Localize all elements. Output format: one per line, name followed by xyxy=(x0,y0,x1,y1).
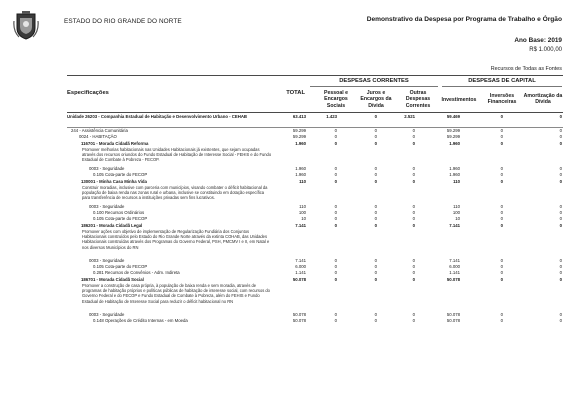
cell-total: 6.000 xyxy=(295,264,306,269)
cell-pessoal: 0 xyxy=(334,166,337,171)
cell-invest: 6.000 xyxy=(449,264,460,269)
cell-invest: 7.141 xyxy=(449,223,460,228)
group-rule-capital xyxy=(442,86,562,87)
cell-inversoes: 0 xyxy=(500,210,503,215)
table-row xyxy=(67,312,563,318)
group-rule-correntes xyxy=(310,86,438,87)
cell-juros: 0 xyxy=(374,179,377,184)
cell-total: 1.141 xyxy=(295,270,306,275)
cell-juros: 0 xyxy=(374,114,377,119)
cell-invest: 50.078 xyxy=(446,318,460,323)
cell-outras: 0 xyxy=(412,210,415,215)
cell-total: 7.141 xyxy=(295,258,306,263)
cell-outras: 0 xyxy=(412,258,415,263)
table-row xyxy=(67,141,563,147)
cell-amort: 0 xyxy=(559,270,562,275)
row-label: 0.148 Operações de Crédito Internas - em Moeda xyxy=(93,318,188,323)
cell-juros: 0 xyxy=(374,270,377,275)
cell-pessoal: 0 xyxy=(334,318,337,323)
report-title: Demonstrativo da Despesa por Programa de Trabalho e Órgão xyxy=(366,16,562,23)
cell-outras: 0 xyxy=(412,277,415,282)
cell-pessoal: 0 xyxy=(334,141,337,146)
table-row xyxy=(67,223,563,229)
action-description: Promover a construção de casa própria, à população de baixa renda e sem moradia, através de programas de habitação próprios e políticas públicas de habitação de interesse social, com recursos do Governo Federal e do FECOP e Fundo Estadual de Combate à Pobreza, além do FEHIS e Fundo Estadual de Habitação de Interesse Social para reduzir o déficit habitacional no RN xyxy=(82,283,270,304)
cell-outras: 0 xyxy=(412,264,415,269)
cell-total: 1.960 xyxy=(295,141,306,146)
cell-total: 63.413 xyxy=(292,114,306,119)
cell-invest: 100 xyxy=(452,210,460,215)
cell-inversoes: 0 xyxy=(500,216,503,221)
cell-outras: 0 xyxy=(412,318,415,323)
cell-amort: 0 xyxy=(559,166,562,171)
cell-juros: 0 xyxy=(374,166,377,171)
cell-inversoes: 0 xyxy=(500,312,503,317)
cell-amort: 0 xyxy=(559,223,562,228)
cell-juros: 0 xyxy=(374,258,377,263)
cell-total: 59.299 xyxy=(292,134,306,139)
column-header-pessoal: Pessoal e Encargos Sociais xyxy=(324,90,348,109)
row-label: 130001 - Minha Casa Minha Vida xyxy=(81,179,147,184)
cell-invest: 59.299 xyxy=(446,134,460,139)
cell-total: 7.141 xyxy=(295,223,306,228)
cell-pessoal: 0 xyxy=(334,210,337,215)
cell-pessoal: 0 xyxy=(334,179,337,184)
row-label: 0.105 Cota-parte do FECOP xyxy=(93,264,148,269)
cell-pessoal: 0 xyxy=(334,204,337,209)
row-label: 0.105 Cota-parte do FECOP xyxy=(93,216,148,221)
cell-juros: 0 xyxy=(374,210,377,215)
table-row xyxy=(67,128,563,134)
cell-amort: 0 xyxy=(559,277,562,282)
cell-total: 110 xyxy=(299,204,306,209)
column-header-inversoes: Inversões Financeiras xyxy=(487,93,517,106)
cell-inversoes: 0 xyxy=(500,166,503,171)
unit-of-measure: R$ 1.000,00 xyxy=(529,47,562,53)
table-row xyxy=(67,166,563,172)
cell-juros: 0 xyxy=(374,204,377,209)
cell-invest: 50.078 xyxy=(446,312,460,317)
cell-invest: 59.299 xyxy=(446,128,460,133)
cell-pessoal: 0 xyxy=(334,270,337,275)
header-bottom-rule xyxy=(67,112,563,113)
table-row-unidade xyxy=(67,114,563,120)
ano-base: Ano Base: 2019 xyxy=(514,37,562,44)
column-header-investimentos: Investimentos xyxy=(441,97,477,103)
cell-juros: 0 xyxy=(374,318,377,323)
cell-total: 110 xyxy=(299,179,306,184)
cell-outras: 0 xyxy=(412,141,415,146)
cell-inversoes: 0 xyxy=(500,258,503,263)
cell-inversoes: 0 xyxy=(500,172,503,177)
cell-outras: 0 xyxy=(412,204,415,209)
action-description: Promover ações com objetivo de implementação de Regularização Fundiária dos Conjuntos Habitacionais construídos pelo Estado do Rio Grande Norte através da extinta COHAB, das Unidades Habitacionais construídas através dos Programas do Governo Federal, PSH, PMCMV I e II, em Natal e nos diversos Municípios do RN xyxy=(82,229,270,250)
group-header-correntes: DESPESAS CORRENTES xyxy=(339,78,409,84)
cell-invest: 110 xyxy=(453,179,460,184)
cell-inversoes: 0 xyxy=(500,223,503,228)
table-row xyxy=(67,277,563,283)
cell-invest: 110 xyxy=(453,204,460,209)
cell-outras: 0 xyxy=(412,312,415,317)
row-label: 0003 - Seguridade xyxy=(89,258,125,263)
cell-inversoes: 0 xyxy=(500,204,503,209)
cell-invest: 1.141 xyxy=(449,270,460,275)
table-row xyxy=(67,210,563,216)
table-row xyxy=(67,270,563,276)
funding-sources-note: Recursos de Todas as Fontes xyxy=(490,66,562,72)
column-header-total: TOTAL xyxy=(286,90,305,96)
cell-outras: 0 xyxy=(412,166,415,171)
cell-pessoal: 0 xyxy=(334,216,337,221)
row-label: 0.105 Cota-parte do FECOP xyxy=(93,172,148,177)
column-header-amortizacao: Amortização da Dívida xyxy=(523,93,563,106)
row-label: 116701 - Morada Cidadã Reforma xyxy=(81,141,149,146)
cell-pessoal: 1.423 xyxy=(326,114,337,119)
cell-juros: 0 xyxy=(374,141,377,146)
cell-inversoes: 0 xyxy=(500,277,503,282)
cell-pessoal: 0 xyxy=(334,172,337,177)
cell-total: 50.078 xyxy=(292,312,306,317)
cell-pessoal: 0 xyxy=(334,277,337,282)
cell-invest: 59.469 xyxy=(446,114,460,119)
cell-pessoal: 0 xyxy=(334,134,337,139)
cell-inversoes: 0 xyxy=(500,141,503,146)
table-row xyxy=(67,204,563,210)
cell-pessoal: 0 xyxy=(334,312,337,317)
cell-outras: 0 xyxy=(412,128,415,133)
column-header-juros: Juros e Encargos da Dívida xyxy=(360,90,392,109)
cell-inversoes: 0 xyxy=(500,318,503,323)
cell-invest: 1.960 xyxy=(449,172,460,177)
cell-juros: 0 xyxy=(374,134,377,139)
row-label: 0003 - Seguridade xyxy=(89,204,125,209)
row-label: 186701 - Morada Cidadã Social xyxy=(81,277,144,282)
cell-amort: 0 xyxy=(559,172,562,177)
cell-outras: 0 xyxy=(412,134,415,139)
cell-total: 50.078 xyxy=(292,318,306,323)
cell-amort: 0 xyxy=(559,204,562,209)
group-header-capital: DESPESAS DE CAPITAL xyxy=(468,78,536,84)
cell-juros: 0 xyxy=(374,312,377,317)
table-row xyxy=(67,216,563,222)
cell-invest: 10 xyxy=(455,216,460,221)
table-row xyxy=(67,258,563,264)
cell-inversoes: 0 xyxy=(500,134,503,139)
cell-amort: 0 xyxy=(559,216,562,221)
action-description: Promover melhorias habitacionais nas Unidades Habitacionais já existentes, que sejam ocupadas através dos recursos oriundos do Fundo Estadual de Habitação de Interesse Social - FEHIS e do Fundo Estadual de Combate à Pobreza - FECOP. xyxy=(82,147,272,163)
cell-total: 59.299 xyxy=(292,128,306,133)
cell-juros: 0 xyxy=(374,216,377,221)
cell-juros: 0 xyxy=(374,223,377,228)
cell-juros: 0 xyxy=(374,277,377,282)
table-row xyxy=(67,264,563,270)
cell-amort: 0 xyxy=(559,141,562,146)
action-description: Construir moradias, inclusive com parceria com municípios, visando combater o déficit habitacional da população de baixa renda nas zonas rural e urbana, inclusive se constituindo em dotação específica para transferência de recursos a instituições privadas sem fins lucrativos. xyxy=(82,185,268,201)
row-label: 0003 - Seguridade xyxy=(89,312,125,317)
cell-outras: 0 xyxy=(412,223,415,228)
cell-invest: 1.960 xyxy=(449,166,460,171)
cell-amort: 0 xyxy=(559,128,562,133)
cell-total: 1.960 xyxy=(295,172,306,177)
state-name: ESTADO DO RIO GRANDE DO NORTE xyxy=(64,18,182,25)
cell-outras: 2.521 xyxy=(404,114,415,119)
cell-pessoal: 0 xyxy=(334,258,337,263)
cell-outras: 0 xyxy=(412,179,415,184)
cell-inversoes: 0 xyxy=(500,114,503,119)
column-header-especificacoes: Especificações xyxy=(67,90,109,96)
cell-amort: 0 xyxy=(559,179,562,184)
cell-amort: 0 xyxy=(559,114,562,119)
row-label: 186201 - Morada Cidadã Legal xyxy=(81,223,143,228)
cell-total: 50.078 xyxy=(292,277,306,282)
cell-outras: 0 xyxy=(412,172,415,177)
table-row xyxy=(67,318,563,324)
cell-total: 100 xyxy=(298,210,306,215)
cell-amort: 0 xyxy=(559,264,562,269)
cell-amort: 0 xyxy=(559,312,562,317)
cell-invest: 50.078 xyxy=(446,277,460,282)
cell-outras: 0 xyxy=(412,270,415,275)
table-row xyxy=(67,172,563,178)
cell-inversoes: 0 xyxy=(500,264,503,269)
cell-inversoes: 0 xyxy=(500,128,503,133)
cell-juros: 0 xyxy=(374,172,377,177)
row-label: Unidade 26203 - Companhia Estadual de Habitação e Desenvolvimento Urbano - CEHAB xyxy=(67,114,248,119)
cell-pessoal: 0 xyxy=(334,264,337,269)
cell-inversoes: 0 xyxy=(500,270,503,275)
column-header-outras: Outras Despesas Correntes xyxy=(405,90,431,109)
cell-juros: 0 xyxy=(374,128,377,133)
cell-invest: 7.141 xyxy=(449,258,460,263)
cell-pessoal: 0 xyxy=(334,128,337,133)
row-label: 0.281 Recursos de Convênios - Adm. Indireta xyxy=(93,270,180,275)
row-label: 0024 - HABITAÇÃO xyxy=(79,134,117,139)
table-top-rule xyxy=(67,75,563,76)
cell-pessoal: 0 xyxy=(334,223,337,228)
row-label: 244 - Assistência Comunitária xyxy=(71,128,128,133)
cell-inversoes: 0 xyxy=(500,179,503,184)
cell-amort: 0 xyxy=(559,258,562,263)
table-row xyxy=(67,134,563,140)
cell-outras: 0 xyxy=(412,216,415,221)
row-label: 0.100 Recursos Ordinários xyxy=(93,210,145,215)
cell-amort: 0 xyxy=(559,210,562,215)
cell-juros: 0 xyxy=(374,264,377,269)
cell-amort: 0 xyxy=(559,134,562,139)
table-row xyxy=(67,179,563,185)
row-label: 0003 - Seguridade xyxy=(89,166,125,171)
state-coat-of-arms-logo xyxy=(13,11,39,41)
cell-amort: 0 xyxy=(559,318,562,323)
cell-total: 1.960 xyxy=(295,166,306,171)
cell-invest: 1.960 xyxy=(449,141,460,146)
cell-total: 10 xyxy=(301,216,306,221)
